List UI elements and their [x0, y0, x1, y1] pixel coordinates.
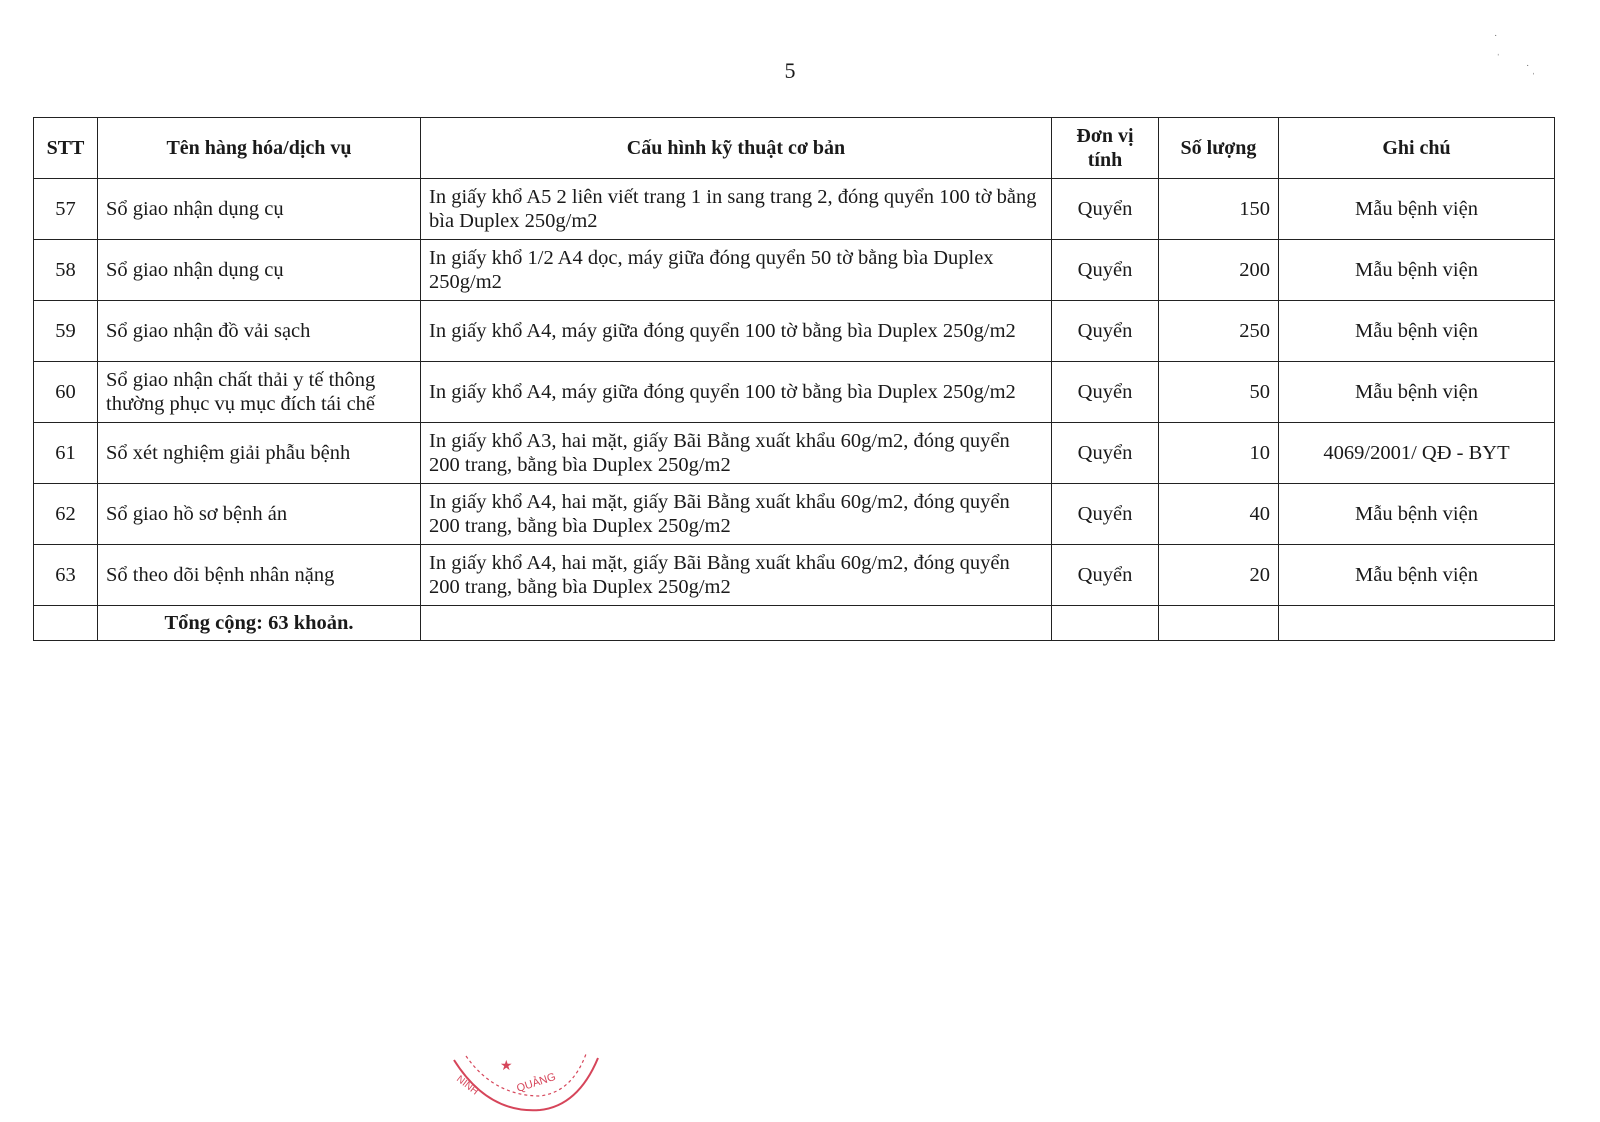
- total-empty-cell: [1279, 606, 1555, 641]
- row-unit: Quyển: [1052, 240, 1159, 301]
- row-unit: Quyển: [1052, 484, 1159, 545]
- row-name: Sổ giao nhận dụng cụ: [98, 240, 421, 301]
- row-unit: Quyển: [1052, 179, 1159, 240]
- total-label: Tổng cộng: 63 khoản.: [98, 606, 421, 641]
- row-qty: 200: [1159, 240, 1279, 301]
- row-spec: In giấy khổ A5 2 liên viết trang 1 in sang trang 2, đóng quyển 100 tờ bằng bìa Duplex 250g/m2: [421, 179, 1052, 240]
- header-note: Ghi chú: [1279, 118, 1555, 179]
- star-icon: ★: [500, 1057, 513, 1073]
- row-note: Mẫu bệnh viện: [1279, 301, 1555, 362]
- row-spec: In giấy khổ A4, máy giữa đóng quyển 100 tờ bằng bìa Duplex 250g/m2: [421, 301, 1052, 362]
- row-qty: 20: [1159, 545, 1279, 606]
- row-spec: In giấy khổ A4, hai mặt, giấy Bãi Bằng xuất khẩu 60g/m2, đóng quyển 200 trang, bằng bìa Duplex 250g/m2: [421, 545, 1052, 606]
- row-name: Sổ giao nhận dụng cụ: [98, 179, 421, 240]
- stamp-text-right: QUẢNG: [515, 1070, 558, 1095]
- row-unit: Quyển: [1052, 301, 1159, 362]
- row-stt: 62: [34, 484, 98, 545]
- table-row: [34, 545, 1555, 606]
- row-unit: Quyển: [1052, 362, 1159, 423]
- row-unit: Quyển: [1052, 545, 1159, 606]
- row-name: Sổ theo dõi bệnh nhân nặng: [98, 545, 421, 606]
- header-spec: Cấu hình kỹ thuật cơ bản: [421, 118, 1052, 179]
- items-table: [33, 117, 1555, 641]
- row-note: Mẫu bệnh viện: [1279, 484, 1555, 545]
- row-stt: 63: [34, 545, 98, 606]
- stamp-text-left: NINH: [454, 1073, 481, 1098]
- row-name: Sổ giao hồ sơ bệnh án: [98, 484, 421, 545]
- scan-speck: ˙ ˌ: [1526, 64, 1536, 75]
- table-row: [34, 240, 1555, 301]
- row-spec: In giấy khổ A3, hai mặt, giấy Bãi Bằng xuất khẩu 60g/m2, đóng quyển 200 trang, bằng bìa Duplex 250g/m2: [421, 423, 1052, 484]
- table-row: [34, 362, 1555, 423]
- row-stt: 61: [34, 423, 98, 484]
- row-qty: 40: [1159, 484, 1279, 545]
- header-unit: Đơn vị tính: [1052, 118, 1159, 179]
- table-row: [34, 484, 1555, 545]
- header-stt: STT: [34, 118, 98, 179]
- total-empty-cell: [421, 606, 1052, 641]
- row-stt: 57: [34, 179, 98, 240]
- header-qty: Số lượng: [1159, 118, 1279, 179]
- table-row: [34, 301, 1555, 362]
- row-note: Mẫu bệnh viện: [1279, 240, 1555, 301]
- table-row: [34, 423, 1555, 484]
- table-header-row: [34, 118, 1555, 179]
- row-name: Sổ giao nhận đồ vải sạch: [98, 301, 421, 362]
- row-note: Mẫu bệnh viện: [1279, 545, 1555, 606]
- total-empty-cell: [1159, 606, 1279, 641]
- row-qty: 150: [1159, 179, 1279, 240]
- row-spec: In giấy khổ 1/2 A4 dọc, máy giữa đóng quyển 50 tờ bằng bìa Duplex 250g/m2: [421, 240, 1052, 301]
- scan-speck: ˙ ˌ: [1494, 34, 1500, 56]
- table-row: [34, 179, 1555, 240]
- red-seal-stamp: [448, 1052, 608, 1122]
- row-note: Mẫu bệnh viện: [1279, 362, 1555, 423]
- row-stt: 59: [34, 301, 98, 362]
- row-qty: 50: [1159, 362, 1279, 423]
- row-note: Mẫu bệnh viện: [1279, 179, 1555, 240]
- row-unit: Quyển: [1052, 423, 1159, 484]
- total-empty-cell: [34, 606, 98, 641]
- row-note: 4069/2001/ QĐ - BYT: [1279, 423, 1555, 484]
- total-row: [34, 606, 1555, 641]
- row-stt: 58: [34, 240, 98, 301]
- row-name: Sổ xét nghiệm giải phẫu bệnh: [98, 423, 421, 484]
- total-empty-cell: [1052, 606, 1159, 641]
- row-spec: In giấy khổ A4, hai mặt, giấy Bãi Bằng xuất khẩu 60g/m2, đóng quyển 200 trang, bằng bìa Duplex 250g/m2: [421, 484, 1052, 545]
- row-qty: 10: [1159, 423, 1279, 484]
- row-name: Sổ giao nhận chất thải y tế thông thường phục vụ mục đích tái chế: [98, 362, 421, 423]
- page-number: 5: [784, 58, 796, 83]
- header-name: Tên hàng hóa/dịch vụ: [98, 118, 421, 179]
- row-stt: 60: [34, 362, 98, 423]
- row-qty: 250: [1159, 301, 1279, 362]
- row-spec: In giấy khổ A4, máy giữa đóng quyển 100 tờ bằng bìa Duplex 250g/m2: [421, 362, 1052, 423]
